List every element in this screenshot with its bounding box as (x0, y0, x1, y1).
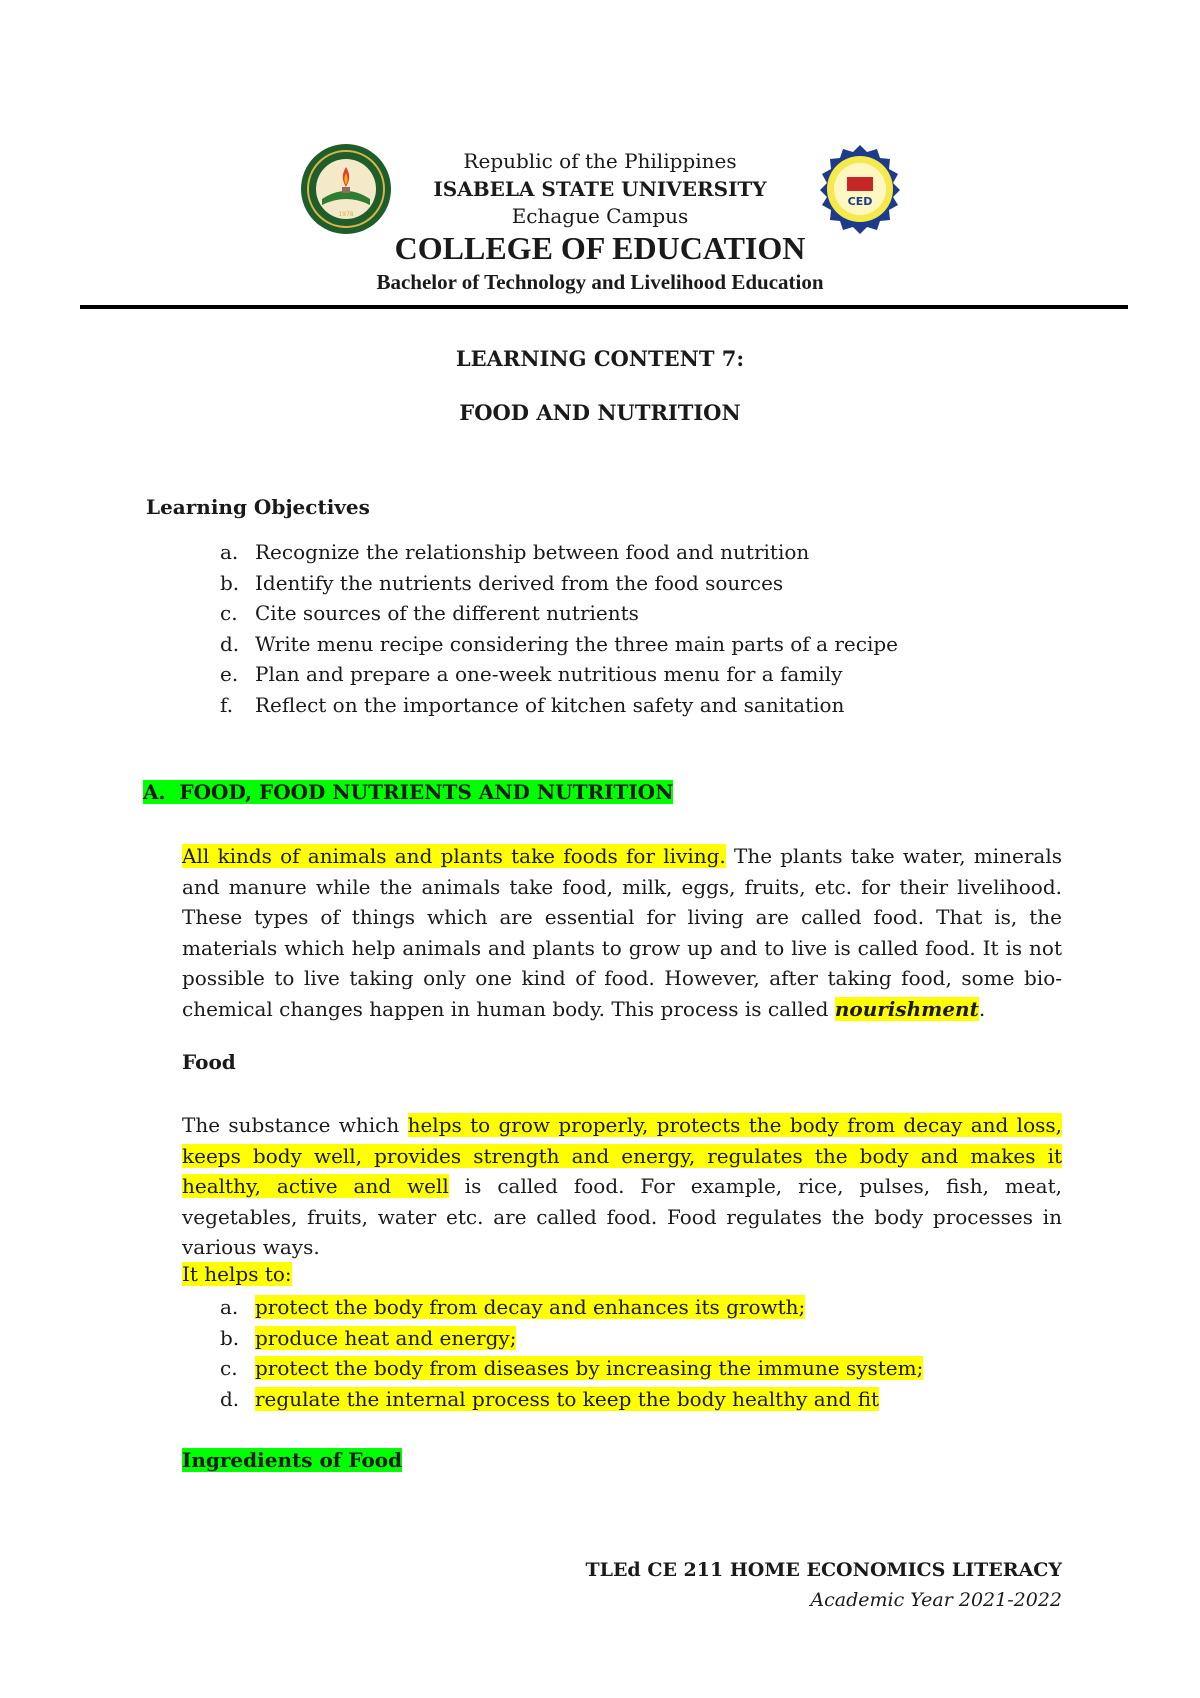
paragraph-text: The plants take water, minerals and manure while the animals take food, milk, eggs, fruits, etc. for their livelihood. These types of things which are essential for living are called food. That is, the materials which help animals and plants to grow up and to live is called food. It is not possible to live taking only one kind of food. However, after taking food, some bio-chemical changes happen in human body. This process is called (182, 844, 1062, 1021)
list-item (220, 568, 898, 599)
college-name: COLLEGE OF EDUCATION (394, 230, 806, 266)
key-term: nourishment (834, 996, 979, 1021)
list-item-text: Recognize the relationship between food and nutrition (255, 540, 810, 564)
list-item-text: Plan and prepare a one-week nutritious menu for a family (255, 662, 843, 686)
helps-label-text: It helps to: (182, 1262, 292, 1286)
list-item (220, 629, 898, 660)
list-marker: d. (220, 1386, 240, 1411)
learning-content-title: LEARNING CONTENT 7: (455, 346, 745, 371)
university-name: ISABELA STATE UNIVERSITY (433, 177, 767, 201)
list-marker: c. (220, 601, 238, 625)
right-seal-text: CED (847, 195, 873, 208)
list-item (220, 659, 898, 690)
list-item-text: protect the body from diseases by increasing the immune system; (255, 1356, 924, 1380)
helps-label (182, 1262, 292, 1286)
intro-paragraph (182, 841, 1062, 1024)
paragraph-text: is called food. For example, rice, pulses, fish, meat, vegetables, fruits, water etc. are called food. Food regulates the body processes in various ways. (182, 1174, 1062, 1259)
helps-list (220, 1292, 923, 1414)
list-item (220, 598, 898, 629)
list-marker: f. (220, 692, 234, 717)
list-item-text: Cite sources of the different nutrients (255, 601, 639, 625)
list-marker: b. (220, 570, 240, 595)
list-item (220, 1323, 923, 1354)
list-item (220, 690, 898, 721)
list-item (220, 1292, 923, 1323)
republic-line: Republic of the Philippines (463, 149, 737, 173)
list-item-text: regulate the internal process to keep the body healthy and fit (255, 1386, 880, 1411)
footer-course: TLEd CE 211 HOME ECONOMICS LITERACY (585, 1559, 1062, 1581)
learning-content-subtitle: FOOD AND NUTRITION (459, 400, 741, 425)
list-marker: d. (220, 631, 240, 656)
food-definition-paragraph (182, 1110, 1062, 1263)
list-marker: a. (220, 540, 239, 564)
highlight-text: helps to grow properly, protects the body from decay and loss, keeps body well, provides strength and energy, regulates the body and makes it healthy, active and well (182, 1113, 1063, 1198)
ingredients-heading: Ingredients of Food (182, 1448, 403, 1472)
paragraph-text: The substance which (182, 1113, 408, 1137)
paragraph-end: . (978, 996, 986, 1021)
section-a-heading: A. FOOD, FOOD NUTRIENTS AND NUTRITION (143, 780, 674, 804)
list-item-text: Write menu recipe considering the three main parts of a recipe (255, 631, 898, 656)
list-item-text: Identify the nutrients derived from the food sources (255, 570, 784, 595)
program-name: Bachelor of Technology and Livelihood Education (376, 270, 824, 294)
objectives-list (220, 537, 898, 720)
list-item (220, 1353, 923, 1384)
list-item (220, 1384, 923, 1415)
list-item-text: produce heat and energy; (255, 1325, 517, 1350)
list-marker: c. (220, 1356, 238, 1380)
objectives-heading: Learning Objectives (146, 495, 370, 519)
left-seal-year: 1978 (338, 211, 354, 218)
list-marker: a. (220, 1295, 239, 1319)
list-item (220, 537, 898, 568)
list-item-text: Reflect on the importance of kitchen safety and sanitation (255, 692, 845, 717)
header-divider (80, 305, 1128, 309)
food-heading: Food (182, 1050, 236, 1074)
highlight-text: All kinds of animals and plants take foods for living. (182, 844, 726, 868)
list-marker: e. (220, 662, 239, 686)
footer-year: Academic Year 2021-2022 (810, 1589, 1062, 1611)
list-marker: b. (220, 1325, 240, 1350)
campus-name: Echague Campus (511, 204, 689, 228)
list-item-text: protect the body from decay and enhances its growth; (255, 1295, 806, 1319)
